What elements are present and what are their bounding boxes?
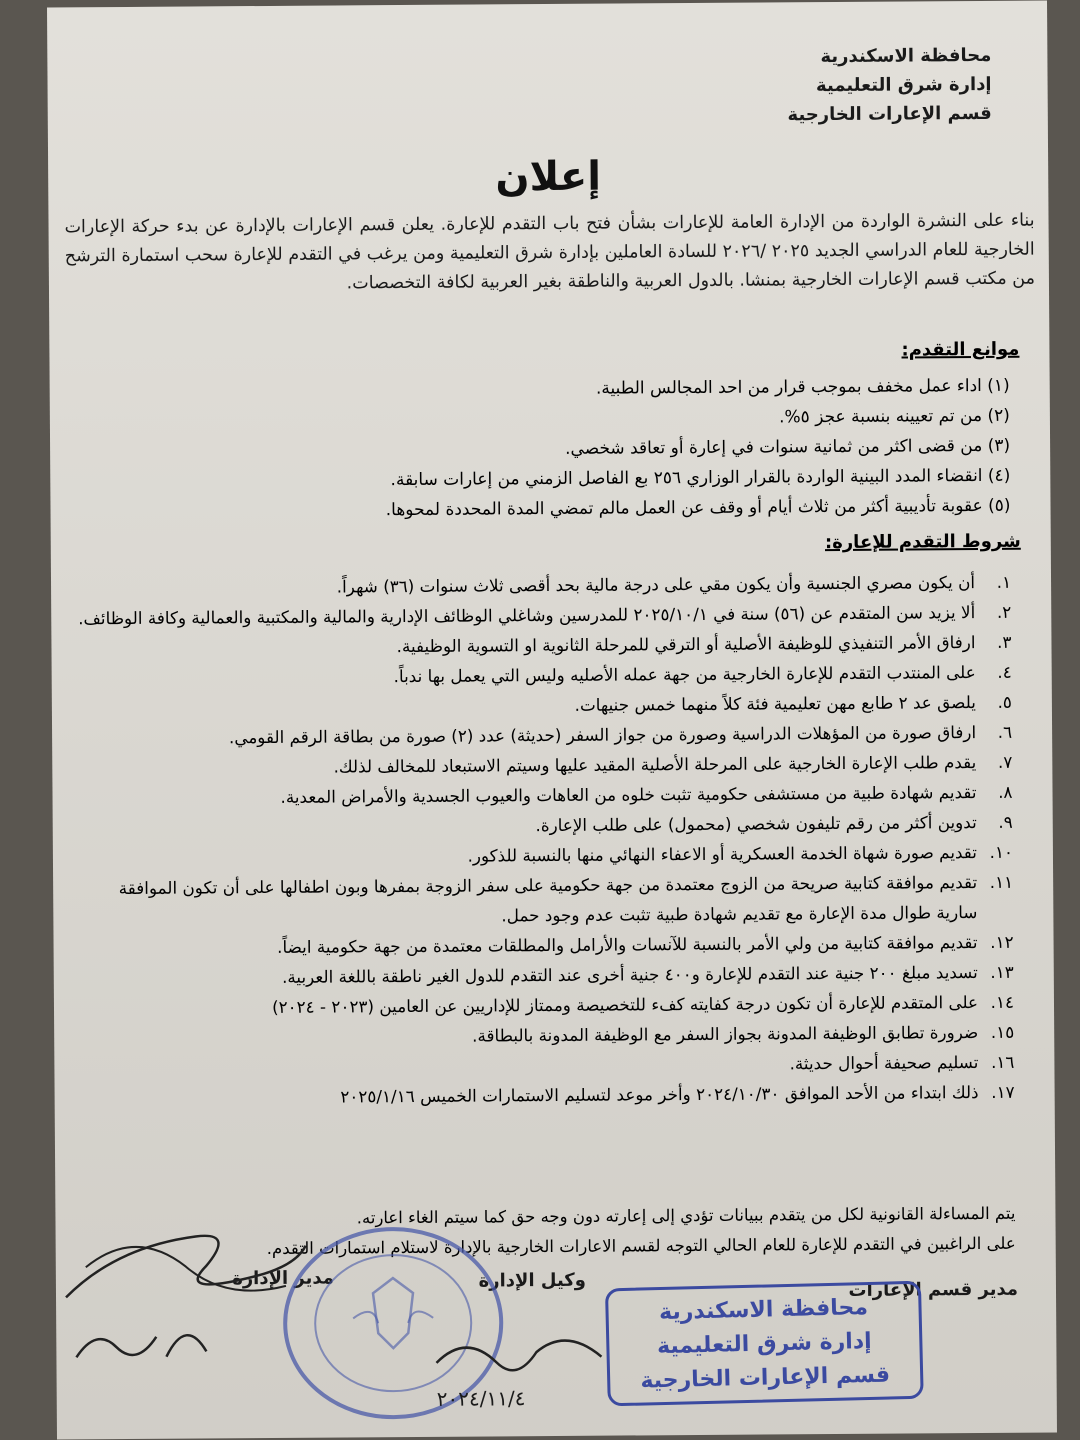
handwritten-date: ٢٠٢٤/١١/٤ [436,1386,526,1411]
condition-number: ٧. [997,751,1013,772]
condition-item [73,867,1013,934]
condition-number: ٩. [998,811,1013,832]
condition-text: ألا يزيد سن المتقدم عن (٥٦) سنة في ٢٠٢٥/١٠/١ للمدرسين وشاغلي الوظائف الإدارية والمالية والمكتبية والعمالية وكافة الوظائف. [78,602,976,629]
section-title-obstacles: موانع التقدم: [901,338,1020,361]
handwritten-signature-icon [55,1206,316,1368]
condition-number: ٢. [996,601,1012,622]
condition-text: تقديم موافقة كتابية صريحة من الزوج معتمدة من جهة حكومية على سفر الزوجة بمفرها وبون اطفالها على أن تكون الموافقة سارية طوال مدة الإعارة مع تقديم شهادة طبية تثبت عدم وجود حمل. [118,872,978,926]
condition-number: ١٤. [990,991,1015,1012]
section-title-conditions: شروط التقدم للإعارة: [824,530,1021,554]
condition-number: ١١. [989,871,1014,892]
condition-number: ١٣. [990,961,1014,982]
closing-instructions: على الراغبين في التقدم للإعارة للعام الحالي التوجه لقسم الاعارات الخارجية بالإدارة لاستلام استمارات التقدم. [266,1233,1016,1259]
deputy-signature-icon [426,1322,616,1393]
condition-text: على المنتدب التقدم للإعارة الخارجية من جهة عمله الأصليه وليس التي يعمل بها ندباً. [393,662,976,687]
signature-director-label: مدير الإدارة [232,1267,334,1290]
condition-text: على المتقدم للإعارة أن تكون درجة كفايته كفء للتخصيصة وممتاز للإداريين عن العامين (٢٠٢٣ - ٢٠٢٤) [271,992,979,1017]
letterhead-administration: إدارة شرق التعليمية [815,73,992,97]
obstacle-item: (٢) من تم تعيينه بنسبة عجز ٥%. [778,405,1010,428]
obstacle-item: (٤) انقضاء المدد البينية الواردة بالقرار الوزاري ٢٥٦ بع الفاصل الزمني من إعارات سابقة. [390,465,1011,491]
condition-text: تسليم صحيفة أحوال حديثة. [789,1052,979,1074]
condition-text: أن يكون مصري الجنسية وأن يكون مقي على درجة مالية بحد أقصى ثلاث سنوات (٣٦) شهراً. [336,572,976,597]
stamp-line: إدارة شرق التعليمية [656,1328,872,1360]
condition-text: تقديم شهادة طبية من مستشفى حكومية تثبت خلوه من العاهات والعيوب الجسدية والأمراض المعدية. [280,782,977,807]
condition-number: ٤. [997,661,1012,682]
letterhead-governorate: محافظة الاسكندرية [820,44,992,68]
condition-text: يقدم طلب الإعارة الخارجية على المرحلة الأصلية المقيد عليها وسيتم الاستبعاد للمخالف لذلك. [333,752,977,777]
condition-number: ٣. [997,631,1012,652]
condition-text: ضرورة تطابق الوظيفة المدونة بجواز السفر مع الوظيفة المدونة بالبطاقة. [472,1022,979,1046]
condition-text: تدوين أكثر من رقم تليفون شخصي (محمول) على طلب الإعارة. [535,812,977,836]
condition-number: ٦. [997,721,1013,742]
condition-text: ارفاق الأمر التنفيذي للوظيفة الأصلية أو الترقي للمرحلة الثانوية او التسوية الوظيفية. [396,632,976,657]
condition-item [75,1077,1015,1114]
obstacle-item: (٣) من قضى اكثر من ثمانية سنوات في إعارة أو تعاقد شخصي. [565,435,1011,459]
condition-number: ٨. [998,781,1013,802]
obstacle-item: (١) اداء عمل مخفف بموجب قرار من احد المجالس الطبية. [595,375,1010,399]
condition-text: تقديم صورة شهاة الخدمة العسكرية أو الاعفاء النهائي منها بالنسبة للذكور. [467,842,978,866]
condition-text: ذلك ابتداء من الأحد الموافق ٢٠٢٤/١٠/٣٠ وأخر موعد لتسليم الاستمارات الخميس ٢٠٢٥/١/١٦ [340,1082,979,1107]
stamp-line: قسم الإعارات الخارجية [640,1362,891,1394]
announcement-title: إعلان [495,153,602,201]
stamp-line: محافظة الاسكندرية [658,1294,869,1326]
department-stamp [605,1281,924,1407]
letterhead-department: قسم الإعارات الخارجية [787,102,992,126]
condition-number: ١. [996,571,1012,592]
obstacle-item: (٥) عقوبة تأديبية أكثر من ثلاث أيام أو وقف عن العمل مالم تمضي المدة المحددة لمحوها. [385,495,1011,521]
condition-number: ١٧. [991,1081,1015,1102]
condition-text: يلصق عد ٢ طابع مهن تعليمية فئة كلاً منهما خمس جنيهات. [574,692,976,715]
intro-paragraph: بناء على النشرة الواردة من الإدارة العامة للإعارات بشأن فتح باب التقدم للإعارة. يعلن قسم الإعارات بالإدارة عن بدء حركة الإعارات الخارجية للعام الدراسي الجديد ٢٠٢٥ /٢٠٢٦ للسادة العاملين بإدارة شرق التعليمية ومن يرغب في التقدم للإعارة سحب استمارة الترشح من مكتب قسم الإعارات الخارجية بمنشا. بالدول العربية والناطقة بغير العربية لكافة التخصصات. [64,210,1036,294]
condition-number: ١٥. [990,1021,1015,1042]
letterhead [787,41,992,129]
condition-text: تقديم موافقة كتابية من ولي الأمر بالنسبة للآنسات والأرامل والمطلقات معتمدة من جهة حكومية ايضاً. [277,932,978,957]
signature-dept-head-label: مدير قسم الإعارات [848,1278,1019,1301]
document-page [47,1,1057,1440]
condition-number: ١٠. [989,841,1014,862]
signature-deputy-label: وكيل الإدارة [478,1269,586,1292]
condition-text: تسديد مبلغ ٢٠٠ جنية عند التقدم للإعارة و٤٠٠ جنية أخرى عند التقدم للدول الغير ناطقة باللغة العربية. [281,962,978,987]
condition-number: ٥. [997,691,1012,712]
condition-text: ارفاق صورة من المؤهلات الدراسية وصورة من جواز السفر (حديثة) عدد (٢) صورة من بطاقة الرقم القومي. [228,722,977,748]
closing-legal-note: يتم المساءلة القانونية لكل من يتقدم ببيانات تؤدي إلى إعارته دون وجه حق كما سيتم الغاء اعارته. [356,1203,1016,1228]
obstacles-list [90,371,1011,527]
condition-number: ١٢. [990,931,1014,952]
conditions-list [71,567,1015,1114]
condition-number: ١٦. [990,1051,1015,1072]
